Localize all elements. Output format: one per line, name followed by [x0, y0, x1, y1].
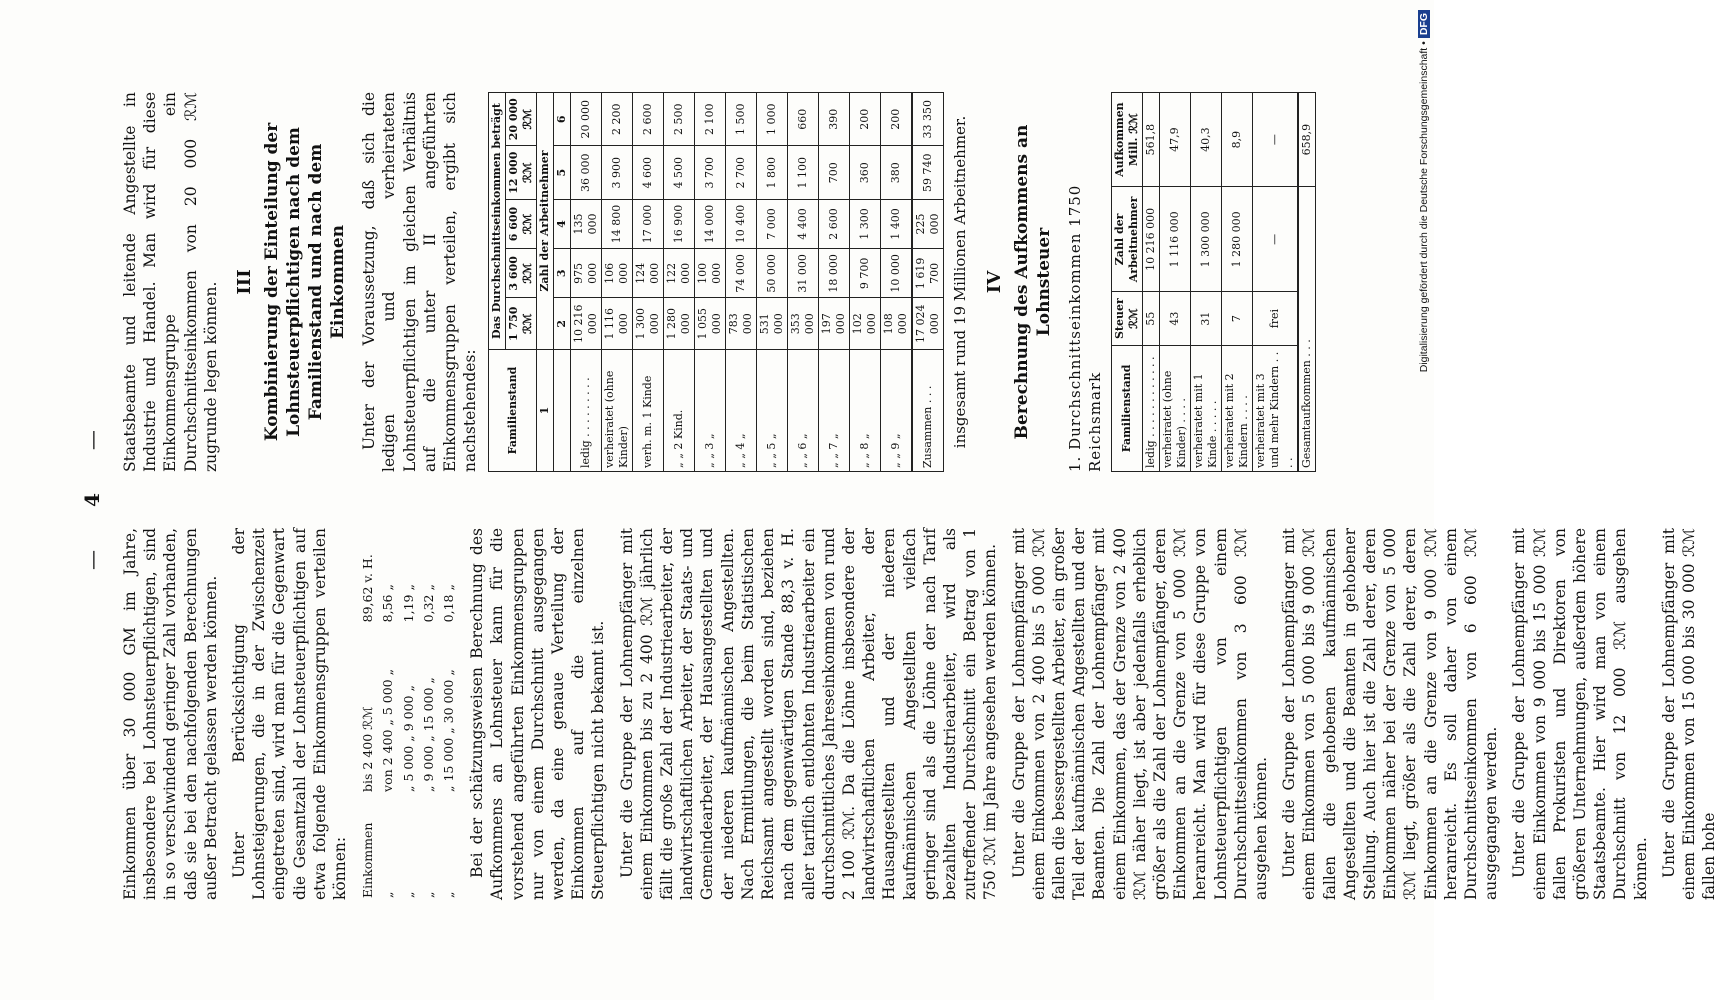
table-row	[1160, 93, 1191, 472]
row-range: „ 5 000 „ 9 000 „	[400, 685, 416, 792]
list-item	[358, 528, 378, 900]
table-cell: 3 900	[602, 146, 633, 199]
row-percent: 0,32 „	[420, 584, 436, 623]
paragraph: Unter die Gruppe der Lohnempfänger mit einem Einkommen bis zu 2 400 ℛℳ jährlich fällt die große Zahl der Industriearbeiter, der landwirtschaftlichen Arbeiter, der Staats- und Gemeindearbeiter, der Hausangestellten und der niederen kaufmännischen Angestellten. Nach Ermittlungen, die beim Statistischen Reichsamt angestellt worden sind, beziehen nach dem gegenwärtigen Stande 88,3 v. H. aller tariflich entlohnten Industriearbeiter ein durchschnittliches Jahreseinkommen von rund 2 100 ℛℳ. Da die Löhne insbesondere der landwirtschaftlichen Arbeiter, der Hausangestellten und der niederen kaufmännischen Angestellten vielfach geringer sind als die Löhne der nach Tarif bezahlten Industriearbeiter, wird als zutreffender Durchschnitt ein Betrag von 1 750 ℛℳ im Jahre angesehen werden können.	[617, 528, 1000, 900]
right-column	[120, 92, 1316, 472]
table-cell: 10 216 000	[1143, 187, 1160, 292]
table-cell: 1 300 000	[1191, 187, 1222, 292]
table-cell: 1 116 000	[602, 298, 633, 350]
table-row	[571, 93, 602, 472]
table-cell: 2 100	[695, 93, 726, 146]
table-row	[602, 93, 633, 472]
row-label: „ „ 9 „	[881, 350, 913, 472]
table-header-row	[489, 93, 506, 472]
table-cell: 50 000	[757, 249, 788, 298]
total-label: Gesamtaufkommen . . .	[1298, 187, 1316, 472]
section-number: IV	[983, 270, 1005, 294]
table-cell: 14 800	[602, 199, 633, 248]
table-cell: 40,3	[1191, 93, 1222, 187]
row-percent: 89,62 v. H.	[360, 554, 376, 623]
column-header: 6 600 ℛℳ	[506, 199, 537, 248]
table-total-row	[912, 93, 944, 472]
table-cell: 7 000	[757, 199, 788, 248]
left-column	[120, 528, 1727, 900]
table-row	[1143, 93, 1160, 472]
table-note: insgesamt rund 19 Millionen Arbeitnehmer.	[951, 115, 970, 449]
row-label: verheiratet mit 2 Kindern . . . .	[1222, 345, 1253, 471]
column-number: 4	[554, 199, 571, 248]
table-cell: 36 000	[571, 146, 602, 199]
margin-note-line	[1412, 10, 1436, 990]
row-label: ledig . . . . . . . . . . . .	[1143, 345, 1160, 471]
table-row	[664, 93, 695, 472]
table-cell: 16 900	[664, 199, 695, 248]
tax-yield-table	[1111, 92, 1316, 472]
table-cell: 31 000	[788, 249, 819, 298]
page-dash-left: —	[80, 549, 104, 570]
list-item	[378, 528, 398, 900]
row-range: bis 2 400 ℛℳ	[360, 706, 376, 792]
total-value: 658,9	[1298, 93, 1316, 187]
table-cell: 531 000	[757, 298, 788, 350]
section-title: Berechnung des Aufkommens an Lohnsteuer	[1011, 124, 1054, 440]
table-header-row	[537, 93, 554, 472]
column-header: Steuer ℛℳ	[1112, 292, 1143, 345]
page-number: 4	[80, 493, 104, 507]
table-cell: 7	[1222, 292, 1253, 345]
table-cell: 8,9	[1222, 93, 1253, 187]
row-label: „ „ 2 Kind.	[664, 350, 695, 472]
table-cell: 10 000	[881, 249, 913, 298]
table-cell: 1 400	[881, 199, 913, 248]
table-cell: 43	[1160, 292, 1191, 345]
table-cell: 31	[1191, 292, 1222, 345]
table-cell: 74 000	[726, 249, 757, 298]
column-header: 12 000 ℛℳ	[506, 146, 537, 199]
table-cell: 1 280 000	[664, 298, 695, 350]
row-label: verheiratet mit 3 und mehr Kindern . . . .	[1253, 345, 1299, 471]
table-row	[695, 93, 726, 472]
table-header-row	[1112, 93, 1143, 472]
table-row	[1191, 93, 1222, 472]
column-header: 20 000 ℛℳ	[506, 93, 537, 146]
table-cell: 1 000	[757, 93, 788, 146]
row-label: verh. m. 1 Kinde	[633, 350, 664, 472]
digitization-margin-note	[1412, 10, 1436, 990]
table-total-row	[1298, 93, 1316, 472]
table-cell: 2 500	[664, 93, 695, 146]
table-cell: 102 000	[850, 298, 881, 350]
table-body	[1143, 93, 1299, 472]
column-header: Aufkommen Mill. ℛℳ	[1112, 93, 1143, 187]
table-cell: 1 800	[757, 146, 788, 199]
table-cell: 2 600	[819, 199, 850, 248]
list-item	[419, 528, 439, 900]
table-cell: 33 350	[912, 93, 944, 146]
table-cell: 197 000	[819, 298, 850, 350]
column-group-header: Das Durchschnittseinkommen beträgt	[489, 93, 506, 350]
section-title: Kombinierung der Einteilung der Lohnsteuerpflichtigen nach dem Familienstand und nach dem Einkommen	[262, 122, 349, 442]
table-cell: 10 400	[726, 199, 757, 248]
table-row	[850, 93, 881, 472]
row-label: „	[420, 891, 436, 898]
table-cell: 1 300	[850, 199, 881, 248]
row-label: verheiratet mit 1 Kinde . . . . .	[1191, 345, 1222, 471]
row-percent: 8,56 „	[380, 584, 396, 623]
paragraph: Unter die Gruppe der Lohnempfänger mit einem Einkommen von 15 000 bis 30 000 ℛℳ fallen hohe	[1659, 528, 1719, 900]
table-cell: 1 500	[726, 93, 757, 146]
table-cell: 225 000	[912, 199, 944, 248]
table-cell: 17 024 000	[912, 298, 944, 350]
row-range: von 2 400 „ 5 000 „	[380, 668, 396, 792]
column-header-family: Familienstand	[489, 350, 537, 472]
row-label: verheiratet (ohne Kinder)	[602, 350, 633, 472]
row-range: „ 15 000 „ 30 000 „	[441, 669, 457, 792]
paragraph: Unter Berücksichtigung der Lohnsteigerungen, die in der Zwischenzeit eingetreten sind, wird man für die Gegenwart die Gesamtzahl der Lohnsteuerpflichtigen auf etwa folgende Einkommensgruppen verteilen können:	[230, 528, 350, 900]
subsection-title: 1. Durchschnittseinkommen 1750 Reichsmark	[1065, 184, 1105, 472]
column-number: 1	[537, 350, 554, 472]
table-cell: —	[1253, 93, 1299, 187]
table-row	[1222, 93, 1253, 472]
column-number: 2	[554, 298, 571, 350]
row-label: verheiratet (ohne Kinder) . . . .	[1160, 345, 1191, 471]
table-row	[881, 93, 913, 472]
table-cell: 59 740	[912, 146, 944, 199]
table-cell: 1 619 700	[912, 249, 944, 298]
table-cell: 390	[819, 93, 850, 146]
table-row	[757, 93, 788, 472]
table-cell: 1 055 000	[695, 298, 726, 350]
dfg-logo: DFG	[1418, 10, 1430, 38]
row-label: „	[400, 891, 416, 898]
table-row	[788, 93, 819, 472]
table-cell: 4 500	[664, 146, 695, 199]
table-cell: 4 600	[633, 146, 664, 199]
table-row	[1253, 93, 1299, 472]
table-row	[726, 93, 757, 472]
row-label: „ „ 4 „	[726, 350, 757, 472]
paragraph: Einkommen über 30 000 GM im Jahre, insbesondere bei Lohnsteuerpflichtigen, sind in so verschwindend geringer Zahl vorhanden, daß sie bei den nachfolgenden Berechnungen außer Betracht gelassen werden können.	[121, 528, 220, 900]
table-cell: 122 000	[664, 249, 695, 298]
margin-note-text: Digitalisierung gefördert durch die Deutsche Forschungsgemeinschaft •	[1418, 41, 1430, 373]
table-cell: 783 000	[726, 298, 757, 350]
row-range: „ 9 000 „ 15 000 „	[420, 677, 436, 792]
section-number: III	[234, 269, 256, 295]
row-label: „ „ 8 „	[850, 350, 881, 472]
table-cell: 55	[1143, 292, 1160, 345]
table-cell: 1 300 000	[633, 298, 664, 350]
table-header-row	[554, 93, 571, 472]
page-number-line	[80, 0, 104, 1000]
table-cell: 700	[819, 146, 850, 199]
row-label: „ „ 7 „	[819, 350, 850, 472]
list-item	[439, 528, 459, 900]
table-cell: 9 700	[850, 249, 881, 298]
table-cell: 18 000	[819, 249, 850, 298]
column-number: 3	[554, 249, 571, 298]
row-label: ledig . . . . . . . . .	[571, 350, 602, 472]
table-row	[633, 93, 664, 472]
table-cell: 106 000	[602, 249, 633, 298]
paragraph: Unter die Gruppe der Lohnempfänger mit einem Einkommen von 9 000 bis 15 000 ℛℳ fallen Prokuristen und Direktoren von größeren Unternehmungen, außerdem höhere Staatsbeamte. Hier wird man von einem Durchschnitt von 12 000 ℛℳ ausgehen können.	[1510, 528, 1650, 900]
paragraph: Unter die Gruppe der Lohnempfänger mit einem Einkommen von 2 400 bis 5 000 ℛℳ fallen die bessergestellten Arbeiter, ein großer Teil der kaufmännischen Angestellten und der Beamten. Die Zahl der Lohnempfänger mit einem Einkommen, das der Grenze von 2 400 ℛℳ näher liegt, ist aber jedenfalls erheblich größer als die Zahl der Lohnempfänger, deren Einkommen an die Grenze von 5 000 ℛℳ heranreicht. Man wird für diese Gruppe von Lohnsteuerpflichtigen von einem Durchschnittseinkommen von 3 600 ℛℳ ausgehen können.	[1009, 528, 1270, 900]
table-cell: 14 000	[695, 199, 726, 248]
row-label: „ „ 6 „	[788, 350, 819, 472]
table-cell: 660	[788, 93, 819, 146]
table-cell: 1 116 000	[1160, 187, 1191, 292]
table-cell: —	[1253, 187, 1299, 292]
row-label: „ „ 3 „	[695, 350, 726, 472]
column-number: 5	[554, 146, 571, 199]
table-body	[571, 93, 913, 472]
distribution-table	[488, 92, 944, 472]
table-cell: 2 600	[633, 93, 664, 146]
row-label: „ „ 5 „	[757, 350, 788, 472]
table-cell: 561,8	[1143, 93, 1160, 187]
table-cell: 17 000	[633, 199, 664, 248]
table-cell: 380	[881, 146, 913, 199]
table-cell: 200	[881, 93, 913, 146]
table-cell: 124 000	[633, 249, 664, 298]
table-cell: 135 000	[571, 199, 602, 248]
row-percent: 0,18 „	[441, 584, 457, 623]
column-header: 3 600 ℛℳ	[506, 249, 537, 298]
page-dash-right: —	[80, 430, 104, 451]
table-cell: 108 000	[881, 298, 913, 350]
table-cell: 1 280 000	[1222, 187, 1253, 292]
column-subheader: Zahl der Arbeitnehmer	[537, 93, 554, 350]
income-distribution-list	[358, 528, 459, 900]
column-number-empty	[554, 350, 571, 472]
paragraph: Staatsbeamte und leitende Angestellte in Industrie und Handel. Man wird für diese Einkommensgruppe ein Durchschnittseinkommen von 20 000 ℛℳ zugrunde legen können.	[121, 92, 220, 472]
table-cell: 975 000	[571, 249, 602, 298]
table-cell: 20 000	[571, 93, 602, 146]
table-row	[819, 93, 850, 472]
column-header: Zahl der Arbeitnehmer	[1112, 187, 1143, 292]
table-cell: 2 700	[726, 146, 757, 199]
row-label: Zusammen . . .	[912, 350, 944, 472]
table-cell: 353 000	[788, 298, 819, 350]
paragraph: Bei der schätzungsweisen Berechnung des Aufkommens an Lohnsteuer kann für die vorstehend angeführten Einkommensgruppen nur von einem Durchschnitt ausgegangen werden, da eine genaue Verteilung der Einkommen auf die einzelnen Steuerpflichtigen nicht bekannt ist.	[468, 528, 608, 900]
table-cell: 360	[850, 146, 881, 199]
column-header: 1 750 ℛℳ	[506, 298, 537, 350]
table-cell: 200	[850, 93, 881, 146]
column-number: 6	[554, 93, 571, 146]
row-percent: 1,19 „	[400, 584, 416, 623]
table-cell: 100 000	[695, 249, 726, 298]
row-label: „	[380, 891, 396, 898]
table-cell: 10 216 000	[571, 298, 602, 350]
table-cell: 3 700	[695, 146, 726, 199]
table-cell: frei	[1253, 292, 1299, 345]
list-item	[399, 528, 419, 900]
table-cell: 2 200	[602, 93, 633, 146]
row-label: Einkommen	[360, 822, 376, 898]
paragraph: Unter die Gruppe der Lohnempfänger mit einem Einkommen von 5 000 bis 9 000 ℛℳ fallen die gehobenen kaufmännischen Angestellten und die Beamten in gehobener Stellung. Auch hier ist die Zahl derer, deren Einkommen näher bei der Grenze von 5 000 ℛℳ liegt, größer als die Zahl derer, deren Einkommen an die Grenze von 9 000 ℛℳ heranreicht. Es soll daher von einem Durchschnittseinkommen von 6 600 ℛℳ ausgegangen werden.	[1280, 528, 1501, 900]
row-label: „	[441, 891, 457, 898]
paragraph: Unter der Voraussetzung, daß sich die ledigen und verheirateten Lohnsteuerpflichtigen im gleichen Verhältnis auf die unter II angeführten Einkommensgruppen verteilen, ergibt sich nachstehendes:	[360, 92, 480, 472]
table-cell: 4 400	[788, 199, 819, 248]
column-header: Familienstand	[1112, 345, 1143, 471]
table-cell: 1 100	[788, 146, 819, 199]
table-cell: 47,9	[1160, 93, 1191, 187]
